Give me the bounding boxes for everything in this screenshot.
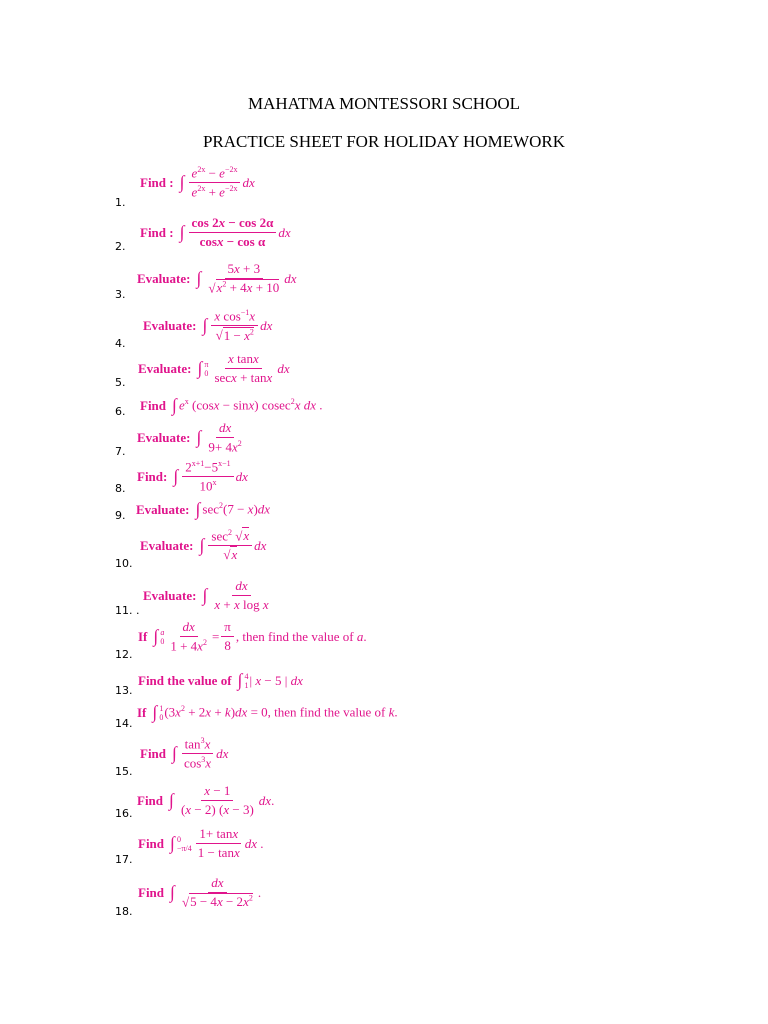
- question-4: Evaluate: ∫ $\frac{x \cos^{-1}x}{√1 - x^2}$ dx: [143, 308, 273, 343]
- question-3: Evaluate: ∫ $\frac{5x + 3}{√x^2 + 4x + 10}$ dx: [137, 261, 297, 296]
- question-2: Find : ∫ $\frac{\cos 2x - \cos 2\alpha}{\text{cosx − cos α}}$ dx: [140, 215, 291, 249]
- question-14: If ∫ 1 0 $(3x^2 + 2x + k)dx = 0$, then find the value of k.: [137, 702, 398, 722]
- question-number: 14.: [115, 717, 133, 730]
- question-number: 7.: [115, 445, 126, 458]
- question-number: 9.: [115, 509, 126, 522]
- school-name: MAHATMA MONTESSORI SCHOOL: [247, 94, 521, 113]
- question-number: 15.: [115, 765, 133, 778]
- question-number: 4.: [115, 337, 126, 350]
- question-number: 11. .: [115, 604, 140, 617]
- question-number: 8.: [115, 482, 126, 495]
- question-number: 6.: [115, 405, 126, 418]
- question-13: Find the value of ∫ 4 1 | x − 5 | dx: [138, 670, 303, 690]
- question-number: 1.: [115, 196, 126, 209]
- question-number: 18.: [115, 905, 133, 918]
- question-7: Evaluate: ∫ $\frac{dx}{9+ 4x^2}$: [137, 420, 242, 455]
- question-number: 16.: [115, 807, 133, 820]
- question-number: 12.: [115, 648, 133, 661]
- question-15: Find ∫ $\frac{\tan^3x}{\cos^3x}$ dx: [140, 736, 229, 771]
- question-9: Evaluate: ∫ $\sec^2(7 - x)dx$: [136, 499, 271, 519]
- question-1: Find : ∫ $\frac{e^{2x} - e^{-2x}}{e^{2x} + e^{-2x}}$ dx: [140, 165, 255, 200]
- question-number: 13.: [115, 684, 133, 697]
- question-8: Find: ∫ $\frac{2^{x+1}-5^{x-1}}{10^x}$ dx: [137, 459, 248, 494]
- question-number: 5.: [115, 376, 126, 389]
- question-6: Find ∫ $e^x$ (cosx − sinx) cosec$^2$x dx .: [140, 395, 323, 415]
- question-number: 3.: [115, 288, 126, 301]
- question-number: 2.: [115, 240, 126, 253]
- question-number: 17.: [115, 853, 133, 866]
- sheet-title: PRACTICE SHEET FOR HOLIDAY HOMEWORK: [202, 132, 566, 151]
- question-16: Find ∫ $\frac{x - 1}{(x - 2) (x - 3)}$ dx.: [137, 783, 275, 817]
- question-17: Find ∫ 0 −π/4 $\frac{1+ \tan x}{1 - \tan x}$ dx .: [138, 826, 264, 860]
- question-11: Evaluate: ∫ $\frac{dx}{\text{x + x log x}}$: [143, 578, 269, 612]
- question-18: Find ∫ $\frac{dx}{√5 - 4x - 2x^2}$ .: [138, 875, 262, 910]
- question-12: If ∫ a 0 $\frac{dx}{1 + 4x^2}$ = $\frac{\pi}{8}$ , then find the value of a.: [138, 619, 367, 654]
- question-number: 10.: [115, 557, 133, 570]
- question-10: Evaluate: ∫ $\frac{\sec^2 √x}{√x}$ dx: [140, 528, 267, 563]
- question-5: Evaluate: ∫ π 0 $\frac{\text{x tanx}}{\sec x + \tan x}$ dx: [138, 351, 290, 385]
